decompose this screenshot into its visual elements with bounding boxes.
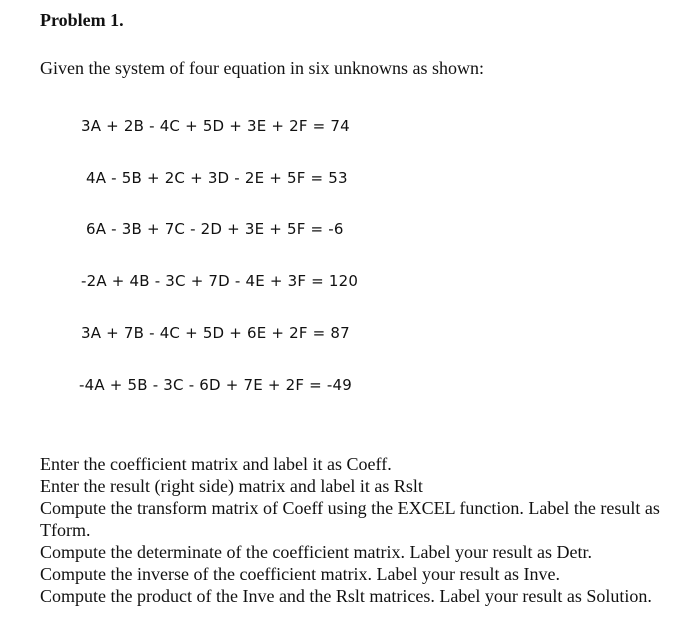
equation-1: 3A + 2B - 4C + 5D + 3E + 2F = 74 bbox=[81, 117, 350, 135]
equation-6: -4A + 5B - 3C - 6D + 7E + 2F = -49 bbox=[79, 376, 352, 394]
instruction-solution: Compute the product of the Inve and the Rslt matrices. Label your result as Solution. bbox=[40, 586, 652, 606]
instruction-inve: Compute the inverse of the coefficient matrix. Label your result as Inve. bbox=[40, 564, 560, 584]
instruction-coeff: Enter the coefficient matrix and label it as Coeff. bbox=[40, 454, 392, 474]
equation-3: 6A - 3B + 7C - 2D + 3E + 5F = -6 bbox=[86, 220, 344, 238]
problem-intro: Given the system of four equation in six unknowns as shown: bbox=[40, 58, 484, 78]
equation-4: -2A + 4B - 3C + 7D - 4E + 3F = 120 bbox=[81, 272, 359, 290]
instruction-detr: Compute the determinate of the coefficient matrix. Label your result as Detr. bbox=[40, 542, 592, 562]
problem-title: Problem 1. bbox=[40, 10, 124, 30]
instruction-tform: Compute the transform matrix of Coeff using the EXCEL function. Label the result as Tform. bbox=[40, 498, 660, 540]
equation-2: 4A - 5B + 2C + 3D - 2E + 5F = 53 bbox=[86, 169, 348, 187]
equation-5: 3A + 7B - 4C + 5D + 6E + 2F = 87 bbox=[81, 324, 350, 342]
instruction-list bbox=[40, 453, 695, 607]
instruction-rslt: Enter the result (right side) matrix and label it as Rslt bbox=[40, 476, 423, 496]
